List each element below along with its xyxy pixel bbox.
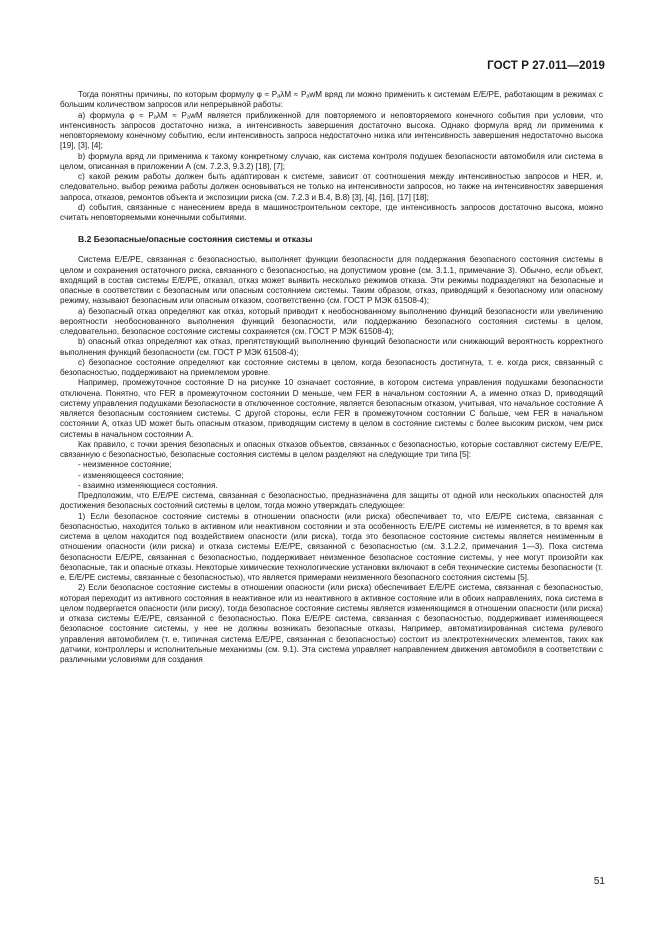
page-number: 51 [593,876,605,887]
paragraph: Например, промежуточное состояние D на рисунке 10 означает состояние, в котором система управления подушками безопасности отключена. Понятно, что FER в промежуточном состоянии D меньше, чем FER в начальном состоянии А, а именно отказ D, приводящий систему управления подушками безопасности в отключенное состояние, является безопасным отказом, учитывая, что начальное состояние А является безопасным состоянием системы. С другой стороны, если FER в промежуточном состоянии С больше, чем FER в начальном состоянии А, отказ UD может быть опасным отказом, приводящим систему в целом в состояние системы с более высоким риском, чем риск системы в начальном состоянии А. [60,378,603,439]
document-header: ГОСТ Р 27.011—2019 [487,60,605,72]
paragraph: с) какой режим работы должен быть адаптирован к системе, зависит от соотношения между интенсивностью запросов и HER, и, следовательно, выбор режима работы должен основываться не только на интенсивности запросов, но также на интенсивностях завершения запроса, отказов, ремонтов объекта и экспозиции риска (см. 7.2.3 и В.4, В.8) [3], [4], [16], [17] [18]; [60,172,603,202]
paragraph: 2) Если безопасное состояние системы в отношении опасности (или риска) обеспечивает Е/Е/РЕ система, связанная с безопасностью, которая переходит из активного состояния в неактивное или из неактивного в активное состояние или в обоих направлениях, пока система в целом подвергается опасности (или риску), тогда безопасное состояние системы является изменяющимся в отношении опасности (или риска) и отказа системы Е/Е/РЕ, связанной с безопасностью. Пока Е/Е/РЕ система, связанная с безопасностью, поддерживает изменяющееся безопасное состояние системы, у нее не должны возникать безопасные отказы. Например, автоматизированная система рулевого управления автомобилем (т. е. типичная система Е/Е/РЕ, связанная с безопасностью) состоит из электротехнических элементов, таких как датчики, контроллеры и исполнительные механизмы (см. 9.1). Эта система управляет направлением движения автомобиля в соответствии с различными условиями для создания [60,583,603,664]
paragraph: Предположим, что Е/Е/РЕ система, связанная с безопасностью, предназначена для защиты от одной или нескольких опасностей для достижения безопасных состояний системы в целом, тогда можно утверждать следующее: [60,491,603,511]
paragraph: d) события, связанные с нанесением вреда в машиностроительном секторе, где интенсивность запросов достаточно высока, можно считать неповторяемыми конечными событиями. [60,202,603,222]
paragraph: b) опасный отказ определяют как отказ, препятствующий выполнению функций безопасности или снижающий вероятность корректного выполнения функций безопасности (см. ГОСТ Р МЭК 61508-4); [60,337,603,357]
list-item: - изменяющееся состояние; [78,470,184,480]
paragraph: а) безопасный отказ определяют как отказ, который приводит к необоснованному выполнению функций безопасности или увеличению вероятности необоснованного выполнения функций безопасности, или поддержанию безопасного состояния системы в целом, следовательно, безопасное состояние системы сохраняется (см. ГОСТ Р МЭК 61508-4); [60,306,603,336]
paragraph: Система Е/Е/РЕ, связанная с безопасностью, выполняет функции безопасности для поддержания безопасного состояния системы в целом и сохранения остаточного риска, связанного с безопасностью, на допустимом уровне (см. 3.1.1, примечание 3). Обычно, если объект, входящий в состав системы Е/Е/РЕ, отказал, отказ может выявить несколько режимов отказа. Эти режимы подразделяют на безопасные и опасные в соответствии с безопасным или опасным состоянием системы. Таким образом, отказ, приводящий к безопасному или опасному режиму, называют безопасным или опасным отказом, соответственно (см. ГОСТ Р МЭК 61508-4); [60,255,603,306]
list-item: - взаимно изменяющиеся состояния. [78,480,218,490]
paragraph: Тогда понятны причины, по которым формулу φ ≈ PₐλM ≈ PₐwM вряд ли можно применить к системам Е/Е/РЕ, работающим в режимах с большим количеством запросов или непрерывной работы: [60,90,603,110]
paragraph: с) безопасное состояние определяют как состояние системы в целом, когда безопасность достигнута, т. е. когда риск, связанный с безопасностью, поддерживают на приемлемом уровне. [60,357,603,377]
list-item: - неизменное состояние; [78,460,172,470]
document-body [60,90,603,665]
section-heading: В.2 Безопасные/опасные состояния системы и отказы [78,234,313,245]
paragraph: 1) Если безопасное состояние системы в отношении опасности (или риска) обеспечивает то, что Е/Е/РЕ система, связанная с безопасностью, находится только в активном или неактивном состоянии и эта особенность Е/Е/РЕ системы не изменяется, в то время как система в целом находится под воздействием опасности (или риска), тогда это безопасное состояние системы является неизменным в отношении опасности (или риска) и отказа системы Е/Е/РЕ, связанной с безопасностью (см. 3.1.2.2, примечания 1—3). Пока система безопасности Е/Е/РЕ, связанная с безопасностью, поддерживает неизменное безопасное состояние системы, у нее могут произойти как безопасные, так и опасные отказы. Некоторые химические технологические установки включают в себя технические системы безопасности (т. е. Е/Е/РЕ системы, связанные с безопасностью), что является примерами неизменного безопасного состояния системы [5]. [60,511,603,582]
paragraph: b) формула вряд ли применима к такому конкретному случаю, как система контроля подушек безопасности автомобиля или система в целом, описанная в приложении А (см. 7.2.3, 9.3.2) [18], [7]; [60,151,603,171]
paragraph: а) формула φ ≈ PₐλM ≈ PₐwM является приближенной для повторяемого и неповторяемого конечного события при условии, что интенсивность запросов достаточно низка, а интенсивность завершения достаточно высока. Однако формула вряд ли применима к неповторяемому конечному событию, если интенсивность запроса недостаточно низка или интенсивность завершения недостаточно высока [19], [3], [4]; [60,110,603,151]
paragraph: Как правило, с точки зрения безопасных и опасных отказов объектов, связанных с безопасностью, которые составляют систему Е/Е/РЕ, связанную с безопасностью, безопасные состояния системы в целом разделяют на следующие три типа [5]: [60,439,603,459]
